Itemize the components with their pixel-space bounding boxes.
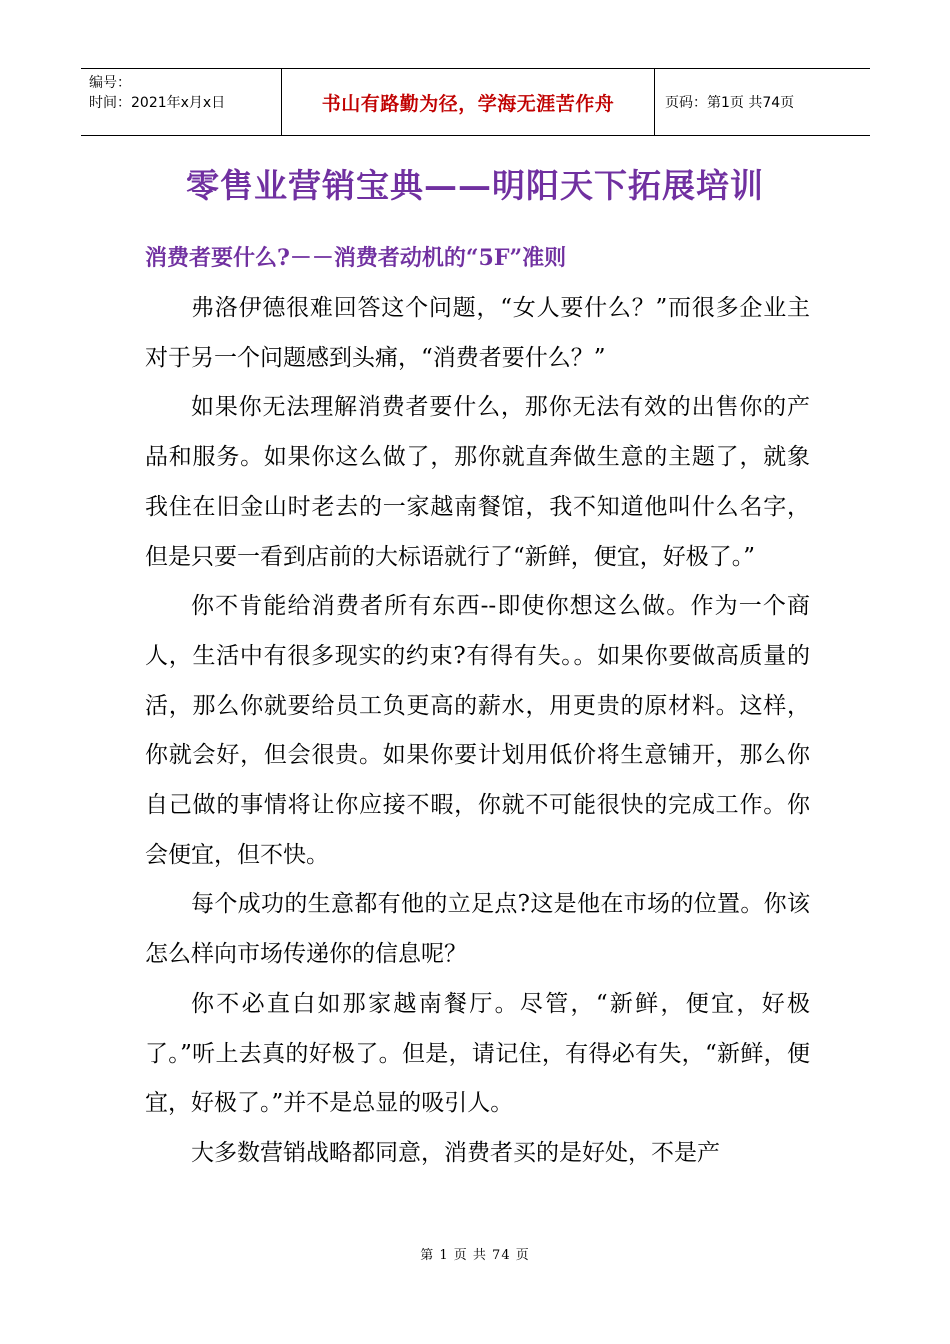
page-footer: 第 1 页 共 74 页: [420, 1248, 530, 1263]
paragraph-5: 你不必直白如那家越南餐厅。尽管，“新鲜，便宜，好极了。”听上去真的好极了。但是，请记住，有得必有失，“新鲜，便宜，好极了。”并不是总显的吸引人。: [145, 990, 810, 1117]
page-info-text: 页码：第1页 共74页: [665, 95, 795, 111]
paragraph-4: 每个成功的生意都有他的立足点?这是他在市场的位置。你该怎么样向市场传递你的信息呢？: [145, 891, 810, 968]
paragraph-1: 弗洛伊德很难回答这个问题，“女人要什么？”而很多企业主对于另一个问题感到头痛，“消费者要什么？”: [145, 295, 810, 371]
number-label: 编号：: [89, 75, 131, 91]
section-heading: 消费者要什么?－－消费者动机的“5F”准则: [145, 245, 567, 271]
paragraph-3: 你不肯能给消费者所有东西--即使你想这么做。作为一个商人，生活中有很多现实的约束?有得有失。。如果你要做高质量的活，那么你就要给员工负更高的薪水，用更贵的原材料。这样，你就会好，但会很贵。如果你要计划用低价将生意铺开，那么你自己做的事情将让你应接不暇，你就不可能很快的完成工作。你会便宜，但不快。: [145, 593, 810, 868]
header-motto-cell: [282, 69, 655, 135]
paragraph-6: 大多数营销战略都同意，消费者买的是好处，不是产: [191, 1139, 720, 1166]
document-body: [145, 284, 810, 1179]
paragraph-2: 如果你无法理解消费者要什么，那你无法有效的出售你的产品和服务。如果你这么做了，那你就直奔做生意的主题了，就象我住在旧金山时老去的一家越南餐馆，我不知道他叫什么名字，但是只要一看到店前的大标语就行了“新鲜，便宜，好极了。”: [145, 394, 810, 570]
header-meta: [81, 69, 282, 135]
header-page-info: [655, 69, 870, 135]
time-label: 时间：2021年x月x日: [89, 95, 226, 111]
document-title: 零售业营销宝典——明阳天下拓展培训: [186, 166, 764, 205]
document-header: [81, 68, 870, 136]
motto-text: 书山有路勤为径，学海无涯苦作舟: [321, 92, 615, 115]
